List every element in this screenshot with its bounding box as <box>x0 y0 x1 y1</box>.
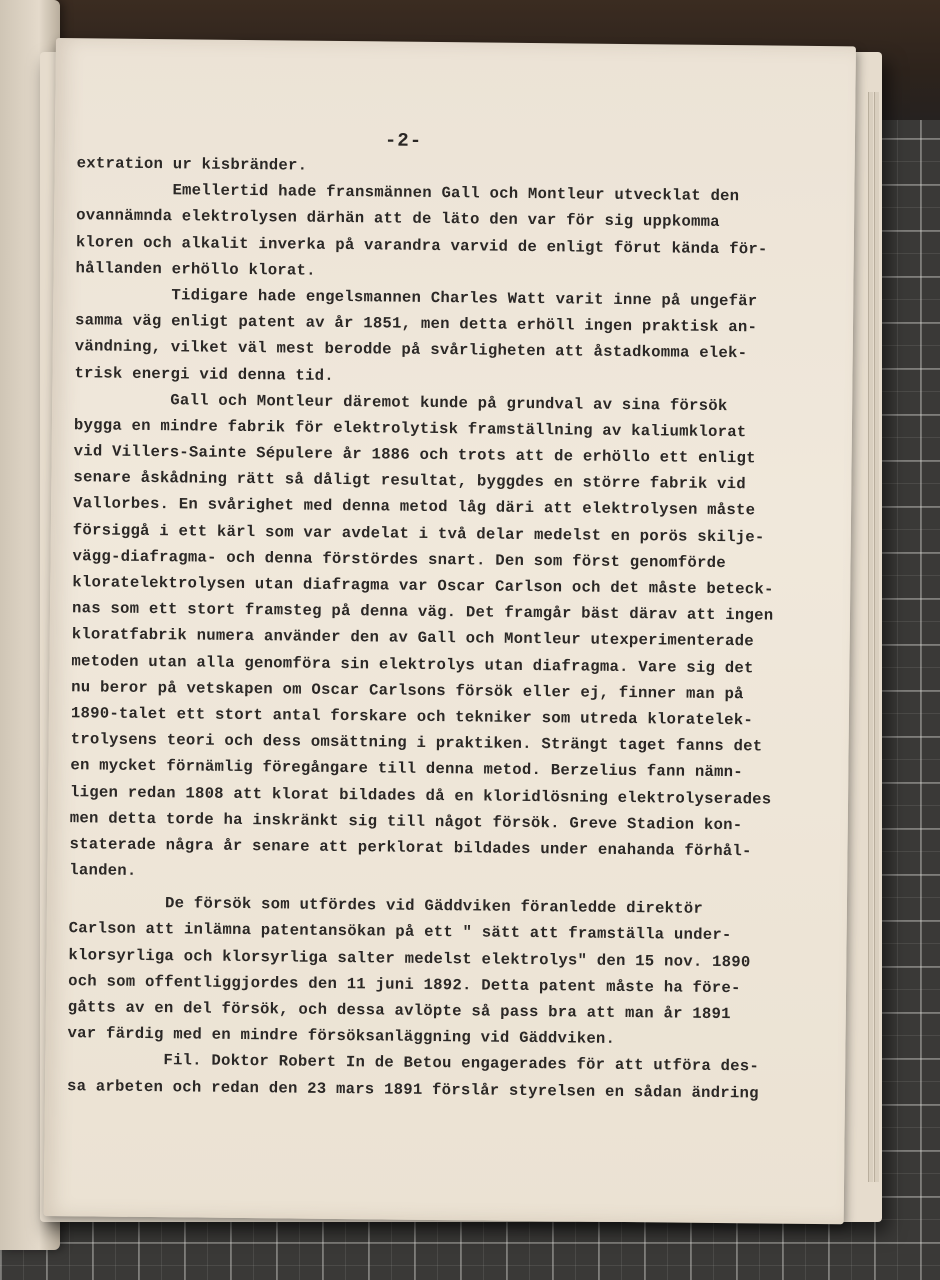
text-line: De försök som utfördes vid Gäddviken föranledde direktör <box>68 893 704 919</box>
text-line: ovannämnda elektrolysen därhän att de läto den var för sig uppkomma <box>76 206 720 232</box>
text-line: samma väg enligt patent av år 1851, men detta erhöll ingen praktisk an- <box>74 311 758 337</box>
page-number: -2- <box>384 129 423 152</box>
text-line: Gall och Montleur däremot kunde på grundval av sina försök <box>74 389 728 415</box>
document-page <box>44 38 856 1224</box>
text-line: nu beror på vetskapen om Oscar Carlsons försök eller ej, finner man på <box>71 677 744 703</box>
text-line: Tidigare hade engelsmannen Charles Watt varit inne på ungefär <box>75 285 758 311</box>
text-line: landen. <box>69 861 137 880</box>
text-line: försiggå i ett kärl som var avdelat i två delar medelst en porös skilje- <box>72 520 765 547</box>
text-line: hållanden erhöllo klorat. <box>75 258 316 280</box>
text-line: kloratfabrik numera använder den av Gall och Montleur utexperimenterade <box>71 625 754 651</box>
page-stack-edge <box>874 92 879 1182</box>
text-line: en mycket förnämlig föregångare till denna metod. Berzelius fann nämn- <box>70 756 743 782</box>
text-line: extration ur kisbränder. <box>76 154 308 175</box>
text-line: 1890-talet ett stort antal forskare och tekniker som utreda kloratelek- <box>70 704 754 730</box>
text-line: senare åskådning rätt så dåligt resultat, byggdes en större fabrik vid <box>73 468 747 494</box>
text-line: gåtts av en del försök, och dessa avlöpte så pass bra att man år 1891 <box>67 998 731 1024</box>
text-line: Vallorbes. En svårighet med denna metod låg däri att elektrolysen måste <box>73 494 756 520</box>
text-line: trisk energi vid denna tid. <box>74 363 334 385</box>
text-line: vägg-diafragma- och denna förstördes snart. Den som först genomförde <box>72 547 726 572</box>
text-line: och som offentliggjordes den 11 juni 1892. Detta patent måste ha före- <box>68 971 741 998</box>
text-line: men detta torde ha inskränkt sig till något försök. Greve Stadion kon- <box>69 808 743 834</box>
text-line: kloratelektrolysen utan diafragma var Oscar Carlson och det måste beteck- <box>72 573 774 599</box>
text-line: Fil. Doktor Robert In de Betou engagerades för att utföra des- <box>67 1050 760 1076</box>
text-line: metoden utan alla genomföra sin elektrolys utan diafragma. Vare sig det <box>71 651 754 677</box>
text-line: bygga en mindre fabrik för elektrolytisk framställning av kaliumklorat <box>73 416 747 442</box>
text-line: staterade några år senare att perklorat bildades under enahanda förhål- <box>69 835 752 861</box>
text-line: trolysens teori och dess omsättning i praktiken. Strängt taget fanns det <box>70 730 763 756</box>
text-line: nas som ett stort framsteg på denna väg. Det framgår bäst därav att ingen <box>71 599 774 625</box>
text-line: Carlson att inlämna patentansökan på ett " sätt att framställa under- <box>68 919 732 945</box>
text-line: var färdig med en mindre försöksanläggning vid Gäddviken. <box>67 1024 616 1049</box>
text-line: kloren och alkalit inverka på varandra varvid de enligt förut kända för- <box>75 232 768 259</box>
text-line: sa arbeten och redan den 23 mars 1891 förslår styrelsen en sådan ändring <box>66 1076 759 1102</box>
text-line: vid Villers-Sainte Sépulere år 1886 och trots att de erhöllo ett enligt <box>73 442 756 468</box>
page-stack-edge <box>868 92 873 1182</box>
text-line: klorsyrliga och klorsyrliga salter medelst elektrolys" den 15 nov. 1890 <box>68 945 751 971</box>
text-line: vändning, vilket väl mest berodde på svårligheten att åstadkomma elek- <box>74 337 748 363</box>
typewritten-text <box>67 150 837 1107</box>
text-line: Emellertid hade fransmännen Gall och Montleur utvecklat den <box>76 180 740 206</box>
text-line: ligen redan 1808 att klorat bildades då en kloridlösning elektrolyserades <box>70 782 772 809</box>
